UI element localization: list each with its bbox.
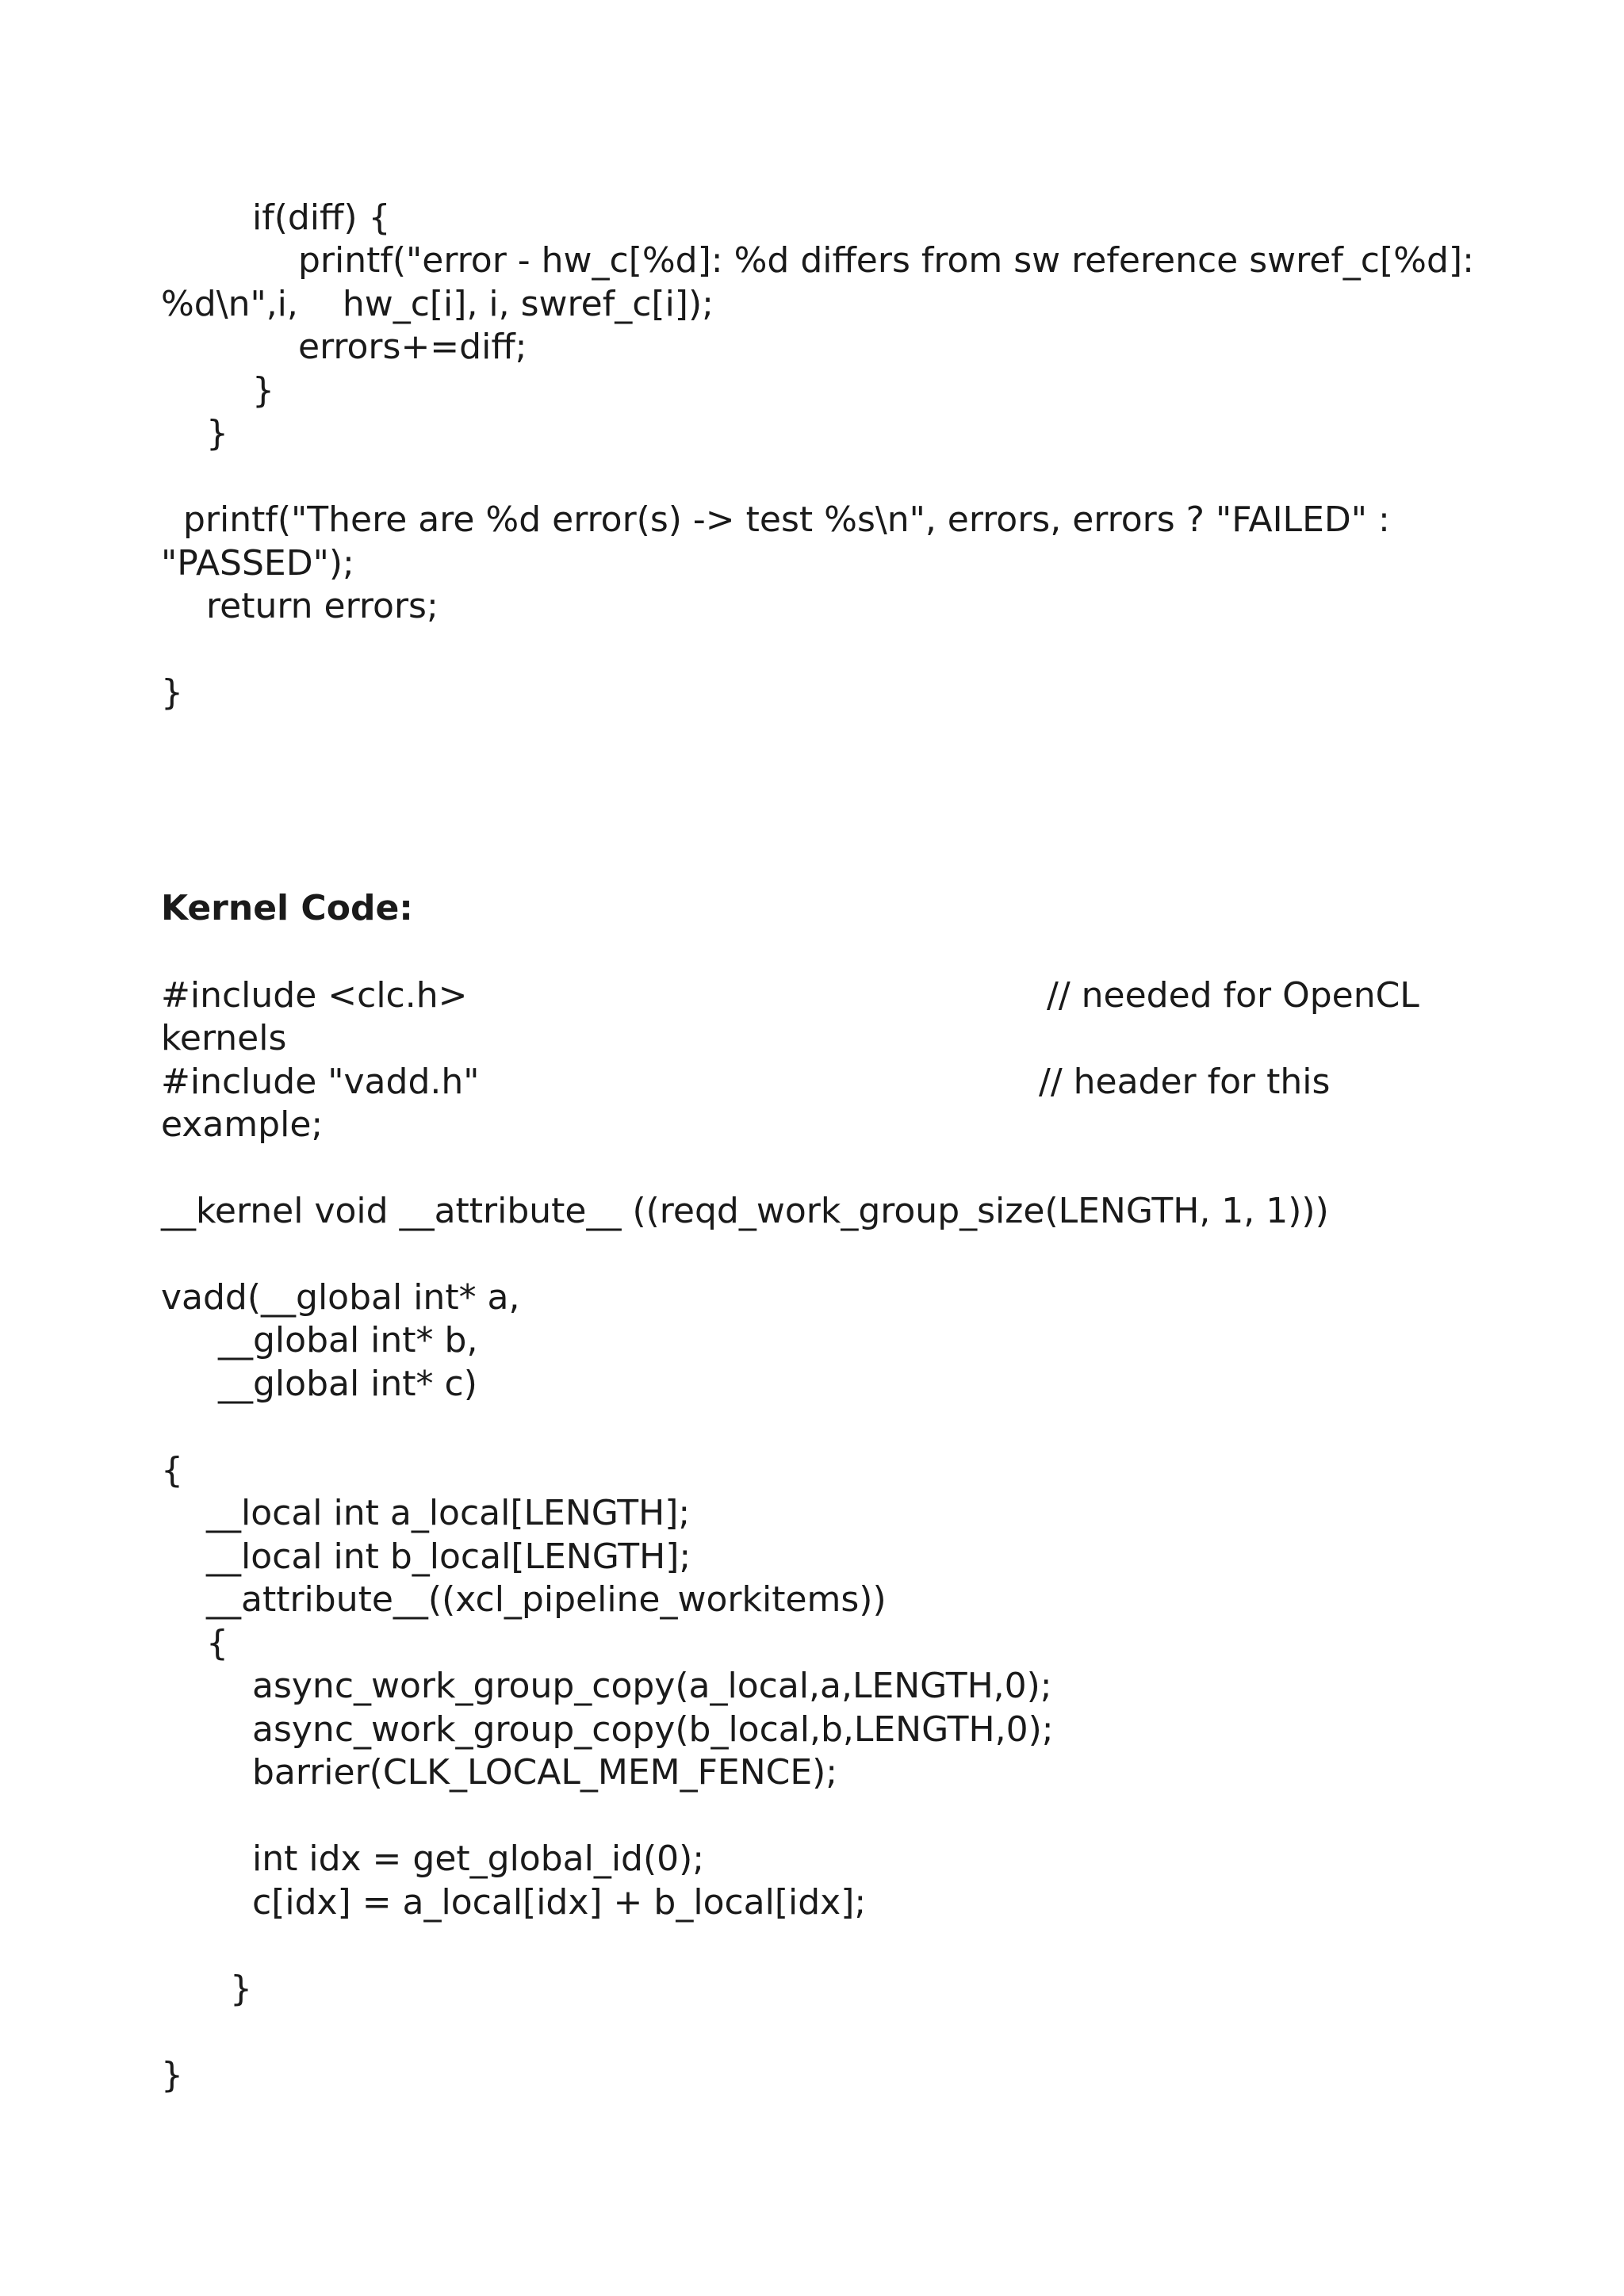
code-line: return errors; xyxy=(206,586,439,626)
code-line: %d\n",i, hw_c[i], i, swref_c[i]); xyxy=(161,284,714,324)
section-heading: Kernel Code: xyxy=(161,888,413,928)
code-line: kernels xyxy=(161,1018,287,1058)
code-line: } xyxy=(230,1969,252,2009)
code-line: } xyxy=(206,413,228,453)
code-line: int idx = get_global_id(0); xyxy=(252,1839,705,1879)
code-line: async_work_group_copy(a_local,a,LENGTH,0); xyxy=(252,1666,1052,1706)
code-line: if(diff) { xyxy=(252,197,391,238)
code-comment: // header for this xyxy=(1039,1062,1331,1102)
code-line: __local int b_local[LENGTH]; xyxy=(206,1536,691,1577)
code-line: { xyxy=(206,1623,228,1663)
code-line: __attribute__((xcl_pipeline_workitems)) xyxy=(206,1579,887,1620)
code-line: __local int a_local[LENGTH]; xyxy=(206,1493,691,1533)
code-line: #include "vadd.h" xyxy=(161,1062,480,1102)
code-line: } xyxy=(252,370,274,411)
code-line: __kernel void __attribute__ ((reqd_work_group_size(LENGTH, 1, 1))) xyxy=(161,1191,1329,1231)
code-line: async_work_group_copy(b_local,b,LENGTH,0); xyxy=(252,1709,1054,1750)
code-line: #include <clc.h> xyxy=(161,975,468,1016)
code-line: printf("There are %d error(s) -> test %s\n", errors, errors ? "FAILED" : xyxy=(183,499,1390,540)
code-line: example; xyxy=(161,1104,324,1145)
code-line: c[idx] = a_local[idx] + b_local[idx]; xyxy=(252,1882,867,1923)
code-line: vadd(__global int* a, xyxy=(161,1277,520,1318)
code-line: { xyxy=(161,1450,183,1490)
code-line: errors+=diff; xyxy=(298,327,527,367)
code-line: printf("error - hw_c[%d]: %d differs from sw reference swref_c[%d]: xyxy=(298,240,1474,281)
code-line: __global int* b, xyxy=(218,1320,478,1360)
code-line: "PASSED"); xyxy=(161,543,354,584)
code-line: barrier(CLK_LOCAL_MEM_FENCE); xyxy=(252,1752,838,1793)
code-line: __global int* c) xyxy=(218,1364,477,1404)
code-line: } xyxy=(161,672,183,713)
code-comment: // needed for OpenCL xyxy=(1047,975,1419,1016)
code-line: } xyxy=(161,2055,183,2095)
